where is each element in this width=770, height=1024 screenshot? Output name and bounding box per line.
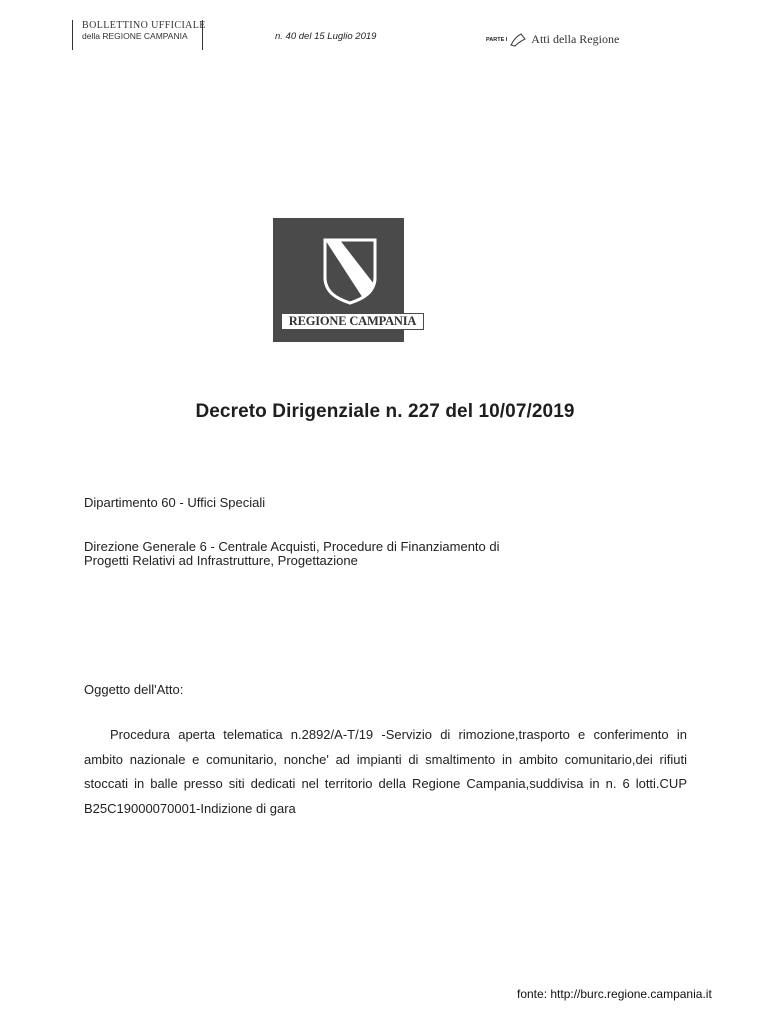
direzione-line-1: Direzione Generale 6 - Centrale Acquisti, Procedure di Finanziamento di: [84, 539, 500, 554]
subject-text: Procedura aperta telematica n.2892/A-T/19 -Servizio di rimozione,trasporto e conferimento in ambito nazionale e comunitario, nonche' ad impianti di smaltimento in ambito comunitario,dei rifiuti stoccati in balle presso siti dedicati nel territorio della Regione Campania,suddivisa in n. 6 lotti.CUP B25C19000070001-Indizione di gara: [84, 727, 687, 816]
direzione-generale: [84, 540, 500, 568]
bulletin-title: BOLLETTINO UFFICIALE: [82, 20, 206, 31]
parte-label: PARTE I: [486, 36, 508, 43]
department: Dipartimento 60 - Uffici Speciali: [84, 495, 266, 510]
decree-title: Decreto Dirigenziale n. 227 del 10/07/2019: [195, 401, 575, 422]
logo-label: REGIONE CAMPANIA: [281, 313, 424, 330]
region-outline-icon: [509, 33, 527, 47]
bulletin-subtitle: della REGIONE CAMPANIA: [82, 31, 188, 41]
coat-of-arms-icon: [322, 237, 378, 305]
subject-label: Oggetto dell'Atto:: [84, 682, 184, 697]
bulletin-masthead: [72, 20, 206, 50]
regione-campania-logo: [273, 218, 417, 342]
section-header: [486, 32, 619, 47]
direzione-line-2: Progetti Relativi ad Infrastrutture, Progettazione: [84, 553, 358, 568]
section-title: Atti della Regione: [531, 32, 620, 46]
source-footer: fonte: http://burc.regione.campania.it: [517, 987, 712, 1001]
issue-number: n. 40 del 15 Luglio 2019: [275, 31, 377, 42]
